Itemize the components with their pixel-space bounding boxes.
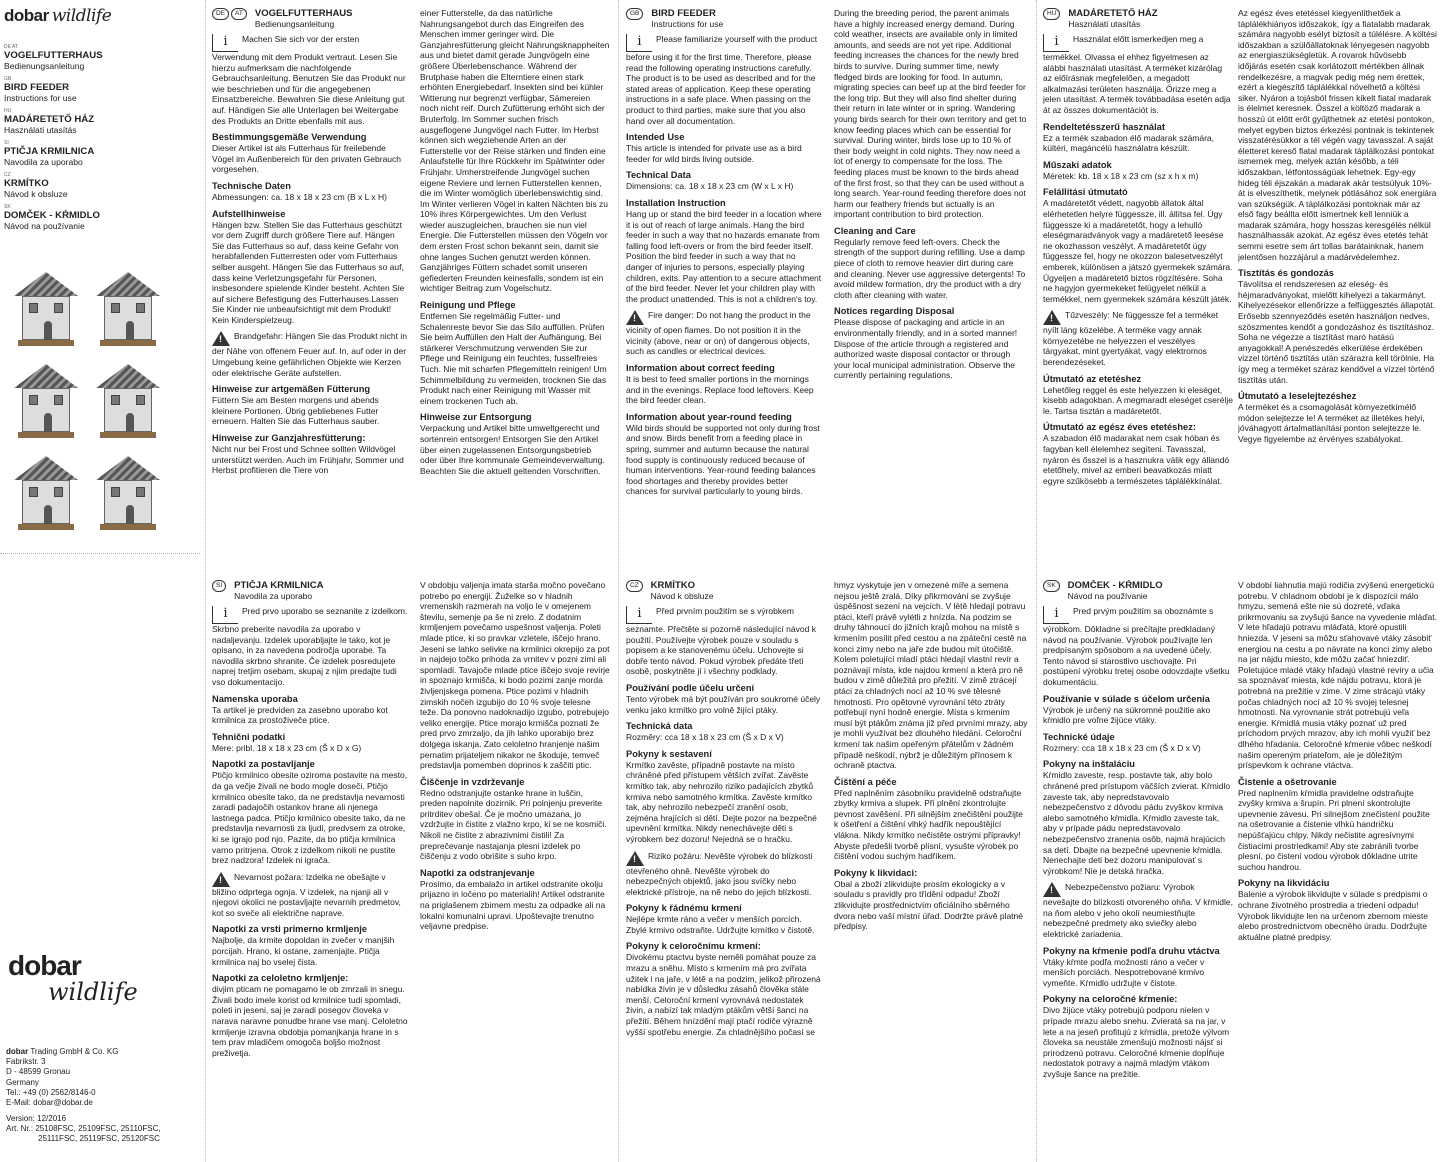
warning-text: Fire danger: Do not hang the product in the vicinity of open flames. Do not position it in the vicinity (above, near or on) of dangerous objects, such as candles or electrical devices. — [626, 310, 811, 357]
section-title: KRMÍTKO — [650, 580, 695, 591]
section-gb-col2 — [834, 8, 1028, 568]
warning-text: Brandgefahr: Hängen Sie das Produkt nicht in der Nähe von offenem Feuer auf. In, auf oder in der Umgebung keine gefährlichen Objekte wie Kerzen oder elektrische Geräte aufstellen. — [212, 331, 407, 378]
section-header — [1043, 580, 1233, 601]
paragraph: Balenie a výrobok likvidujte v súlade s predpismi o ochrane životného prostredia a triedení odpadu! Výrobok likvidujte len na určenom zbernom mieste alebo prostredníctvom obecného úradu. Dodržujte aktuálne platné predpisy. — [1238, 889, 1428, 942]
section-subtitle: Navodila za uporabo — [234, 591, 313, 601]
paragraph: Vtáky kŕmte podľa možnosti ráno a večer v menších porciách. Nespotrebované krmivo vymeňte. Kŕmidlo udržujte v čistote. — [1043, 956, 1205, 988]
bird-house-image — [96, 364, 160, 442]
bird-house-image — [96, 272, 160, 350]
paragraph: Obal a zboží zlikvidujte prosím ekologicky a v souladu s pravidly pro třídění odpadu! Zboží zlikvidujte prostřednictvím oficiálního sběrného dvora nebo vaší místní úřad. Dodržte právě platné předpisy. — [834, 878, 1023, 932]
warning-text: Tűzveszély: Ne függessze fel a terméket nyílt láng közelébe. A terméke vagy annak környezetébe ne helyezzen el veszélyes tárgyakat, mint gyertyákat, vagy elektromos berendezéseket. — [1043, 310, 1219, 368]
paragraph: Nejlépe krmte ráno a večer v menších porcích. Zbylé krmivo odstraňte. Udržujte krmítko v čistotě. — [626, 914, 815, 935]
paragraph: hmyz vyskytuje jen v omezené míře a semena nejsou ještě zralá. Díky přikrmování se zvyšuje úspěšnost sezení na vejcích. V létě hledají potravu ptáci, kteří právě vylétli z hnízda. Na podzim se druhy táhnoucí do jižních krajů mohou na místě s krmením posílit před cestou a na zpáteční cestě na konci zimy nebo na jaře zde budou mít útočiště. Kolem poletující mladí ptáci hledají vlastní revír a poznávají místa, kde najdou krmení a která pro ně budou v zimě důležitá pro přežití. V zimě ztrácejí ptáci za chladných nocí až 10 % své tělesné hmotnosti. Pro opětovné vyrovnání této ztráty potřebují nyní hodně energie. Místa s krmením musí být ptákům známa již před prvními mrazy, aby je mohli využívat bez dlouhého hledání. Celoroční krmení tak našim opeřeným přátelům v žádném případě neškodí, nýbrž je důležitým přínosem k ochraně ptactva. — [834, 580, 1028, 771]
lang-entry-gb — [4, 76, 194, 103]
lang-title: DOMČEK - KŔMIDLO — [4, 210, 100, 221]
heading: Technische Daten — [212, 180, 291, 191]
section-subtitle: Bedienungsanleitung — [254, 19, 335, 29]
heading: Installation Instruction — [626, 197, 726, 208]
section-sk-col1 — [1043, 580, 1233, 1158]
paragraph: Před naplněním zásobníku pravidelně odstraňujte zbytky krmiva a slupek. Při plnění zkontrolujte pevnost zavěšení. Při silnějším znečištění použijte k ošetření a čištění vlhký hadřík nepouštějící vlákna. Nikdy krmítko nečistěte ostrými přípravky! Abyste předešli tvorbě plísní, vysušte výrobek po čištění vodou suchým hadříkem. — [834, 787, 1023, 862]
heading: Pokyny k celoročnímu krmení: — [626, 941, 761, 952]
section-header — [212, 8, 408, 29]
paragraph: Hängen bzw. Stellen Sie das Futterhaus geschützt vor dem Zugriff durch größere Tiere auf. Hängen Sie das Futterhaus so auf, dass keine Gefahr von herabfallenden Futterresten oder vom Futterhaus selber ausgeht. Hängen Sie das Futterhaus so auf, dass keine Verletzungsgefahr für Personen, insbesondere spielende Kinder besteht. Achten Sie auf sichere Befestigung des Futterhauses.Lassen Sie Kinder nie unbeaufsichtigt mit dem Produkt! Kein Kinderspielzeug. — [212, 219, 405, 325]
section-de-col2 — [420, 8, 610, 568]
lang-code: HU — [4, 108, 12, 114]
heading: Pokyny k likvidaci: — [834, 867, 918, 878]
paragraph: Divo žijúce vtáky potrebujú podporu nielen v prípade mrazu alebo snehu. Zvieratá sa na jar, v lete a na jeseň profitujú z kŕmidla, pretože výlvom človeka sa neustále zmenšujú možnosti nájsť si prirodzenú potravu. Celoročné kŕmenie dopĺňuje nedostatok potravy a najmä mladým vtákom zvyšuje šance na prežitie. — [1043, 1005, 1230, 1079]
heading: Aufstellhinweise — [212, 208, 286, 219]
paragraph: Ptičjo krmilnico obesite oziroma postavite na mesto, da ga večje živali ne bodo mogle doseči. Ptičjo krmilnico obesite tako, da ne predstavlja nevarnosti zaradi padajočih ostankov hrane ali njenega lastnega padca. Ptičjo krmilnico obesite tako, da ne predstavlja nevarnosti za ljudi, predvsem za otroke, ki se igrajo pod njo. Pazite, da bo ptičja krmilnica varno pritrjena. Otrok z izdelkom nikoli ne pustite brez nadzora! Izdelek ni igrača. — [212, 770, 408, 866]
paragraph: This article is intended for private use as a bird feeder for wild birds living outside. — [626, 143, 802, 164]
country-badge: SK — [1043, 580, 1060, 592]
section-title: BIRD FEEDER — [651, 8, 716, 19]
bird-house-image — [14, 272, 78, 350]
heading: Information about correct feeding — [626, 363, 775, 374]
warning-icon — [626, 851, 644, 866]
section-title: DOMČEK - KŔMIDLO — [1067, 580, 1163, 591]
heading: Pokyny k řádnému krmení — [626, 903, 742, 914]
section-hu-col2 — [1238, 8, 1438, 568]
language-index — [4, 44, 194, 236]
paragraph: Verpackung und Artikel bitte umweltgerecht und sortenrein entsorgen! Entsorgen Sie den Artikel über einen zugelassenen Entsorgungsbetrieb oder über Ihre kommunale Gemeindeverwaltung. Beachten Sie die aktuell geltenden Vorschriften. — [420, 423, 605, 476]
company-street: Fabrikstr. 3 — [6, 1057, 46, 1067]
heading: Používanie v súlade s účelom určenia — [1043, 693, 1210, 704]
heading: Bestimmungsgemäße Verwendung — [212, 132, 367, 143]
warning-icon — [1043, 310, 1061, 325]
lang-code: SK — [4, 204, 11, 210]
warning-text: Nebezpečenstvo požiaru: Výrobok nevešajte do blízkosti otvoreného ohňa. V kŕmidle, na ňom alebo v jeho okolí neumiestňujte nebezpečné predmety ako sviečky alebo elektrické zariadenia. — [1043, 882, 1233, 940]
info-icon: i — [212, 34, 238, 52]
lang-title: KRMÍTKO — [4, 178, 49, 189]
lang-subtitle: Instructions for use — [4, 93, 77, 103]
paragraph: Ez a termék szabadon élő madarak számára, kültéri, magáncélú használatra készült. — [1043, 132, 1215, 154]
lang-code: GB — [4, 76, 12, 82]
heading: Hinweise zur artgemäßen Fütterung — [212, 384, 371, 395]
paragraph: Divokému ptactvu byste neměli pomáhat pouze za mrazu a sněhu. Místo s krmením má pro zvířata užitek i na jaře, v létě a na podzim, jelikož přirozená nabídka živin je v důsledku zásahů člověka stále menší. Celoroční krmení vyrovnává nedostatek živin, a nabízí tak mladým ptákům větší šanci na přežití. Během hnízdění mají ptačí rodiče výrazně vyšší spotřebu energie. Za chladnějšího počasí se — [626, 952, 821, 1037]
paragraph: Ta artikel je predviden za zasebno uporabo kot krmilnica za prostoživeče ptice. — [212, 704, 388, 726]
section-si-col2 — [420, 580, 610, 1158]
lang-entry-sk — [4, 204, 194, 231]
section-gb-col1 — [626, 8, 822, 568]
paragraph: Rozměry: cca 18 x 18 x 23 cm (Š x D x V) — [626, 732, 784, 743]
heading: Používání podle účelu určení — [626, 682, 755, 693]
paragraph: V období liahnutia majú rodičia zvýšenú energetickú potrebu. V chladnom období je k dispozícii málo hmyzu, semená ešte nie sú dozreté, vďaka prikrmovaniu sa zvyšujú šance na vyvedenie mláďat. V lete hľadajú potravu mláďatá, ktoré opustili hniezda. V jeseni sa môžu sťahovavé vtáky zásobiť energiou na cestu a po návrate na konci zimy alebo na jar nájdu miesto, kde môžu začať hniezdiť. Poletujúce mladé vtáky hľadajú vlastné revíry a učia sa spoznávať miesta, kde nájdu potravu, ktorá je potrebná na prežitie v zime. V zime strácajú vtáky počas chladných nocí až 10 % svojej telesnej hmotnosti. Na vyrovnanie strát potrebujú veľa energie. Kŕmidlá musia vtáky poznať už pred príchodom prvých mrazov, aby ich mohli využiť bez dlhého hľadania. Celoročné kŕmenie vôbec neškodí našim opereným priateľom, ale je dôležitým príspevkom k ochrane vtáctva. — [1238, 580, 1437, 771]
heading: Útmutató a leselejtezéshez — [1238, 391, 1357, 402]
heading: Pokyny na kŕmenie podľa druhu vtáctva — [1043, 945, 1220, 956]
paragraph: During the breeding period, the parent animals have a highly increased energy demand. During cold weather, insects are available only in limited amounts, and seeds are not yet ripe. Additional feeding increases the chances for the newly bred birds to survive. During summer time, newly fledged birds are looking for food. In autumn, migrating species can beef up at the bird feeder for the long trip. But they will also find shelter during their return in late winter or in spring. Wandering young birds search for their own territory and get to know feeding places which can be essential for survival. During winter, birds lose up to 10 % of their body weight in cold nights. They now need a lot of energy to compensate for the loss. The feeding places must be known to the birds ahead of the first frost, so that they can be used without a long search. Year-round feeding therefore does not harm our feathery friends but actually is an important contribution to bird protection. — [834, 8, 1027, 220]
paragraph: Nicht nur bei Frost und Schnee sollten Wildvögel unterstützt werden. Auch im Frühjahr, Sommer und Herbst profitieren die Tiere von — [212, 444, 404, 476]
heading: Napotki za odstranjevanje — [420, 867, 535, 878]
product-images — [14, 272, 174, 537]
country-badge: DE — [212, 8, 229, 20]
company-country: Germany — [6, 1077, 39, 1087]
lang-code: CZ — [4, 172, 11, 178]
heading: Namenska uporaba — [212, 693, 298, 704]
lang-subtitle: Návod k obsluze — [4, 189, 68, 199]
company-name-rest: Trading GmbH & Co. KG — [28, 1047, 119, 1056]
paragraph: A madáretetőt védett, nagyobb állatok által elérhetetlen helyre függessze, ill. állítsa fel. Úgy függessze ki a madáretetőt, hogy a lehulló eleségmaradványok vagy a madáretető leesése ne okozhasson veszélyt. A madáretetőt úgy függessze fel, hogy ne okozzon balesetveszélyt emberek, különösen a játszó gyermekek számára. Ügyeljen a madáretető biztos rögzítésére. Soha ne hagyjon gyermekeket felügyelet nélkül a termékkel, nem gyermekek számára készült játék. — [1043, 198, 1233, 304]
intro-text: Pred prvým použitím sa oboznámte s výrobkom. Dôkladne si prečítajte predkladaný návod na používanie. Výrobok používajte len predpísaným spôsobom a na uvedené účely. Tento návod si starostlivo uschovajte. Pri postúpení výrobku tretej osobe odovzdajte všetku dokumentáciu. — [1043, 606, 1230, 687]
version-info — [6, 1114, 201, 1145]
lang-subtitle: Navodila za uporabo — [4, 157, 83, 167]
country-badge: GB — [626, 8, 643, 20]
heading: Intended Use — [626, 132, 685, 143]
section-de-col1 — [212, 8, 408, 568]
paragraph: Távolítsa el rendszeresen az eleség- és héjmaradványokat, mielőtt kihelyezi a takarmányt. Kihelyezésekor ellenőrizze a felfüggesztés állapotát. Erősebb szennyeződés esetén használjon nedves, szöszmentes kendőt a gondozáshoz és tisztításhoz. Soha ne végezze a tisztítást maró hatású anyagokkal! A penészedés elkerülése érdekében vizzel történő tisztítás után szárazra kell törölnie. Ha így meg a terméket száraz kendővel a vízzel történő tisztítás után. — [1238, 279, 1436, 385]
warning-icon — [212, 872, 230, 887]
sidebar — [0, 0, 200, 1162]
info-icon: i — [626, 606, 652, 624]
section-header — [1043, 8, 1233, 29]
warning-text: Riziko požáru: Nevěšte výrobek do blízkosti otevřeného ohně. Nevěšte výrobek do nebezpečných objektů, jako jsou svíčky nebo elektrické přístroje, na ně nebo do jejich blízkosti. — [626, 850, 813, 897]
version-line: Version: 12/2016 — [6, 1114, 67, 1123]
intro-text: Please familiarize yourself with the product before using it for the first time. Therefore, please read the following operating instructions carefully. The product is to be used as described and for the stated areas of application. Keep these operating instructions in a safe place. When passing on the product to third parties, make sure that you also hand over all documentation. — [626, 34, 818, 126]
section-sk-col2 — [1238, 580, 1438, 1158]
heading: Čistenie a ošetrovanie — [1238, 776, 1337, 787]
paragraph: Wild birds should be supported not only during frost and snow. Birds benefit from a feeding place in spring, summer and autumn because the natural food supply is continuously reduced because of human interventions. Year-round feeding balances food shortages and thereby provides better chances for survival particularly to young birds. — [626, 422, 820, 497]
divider — [1036, 0, 1037, 1162]
section-title: PTIČJA KRMILNICA — [234, 580, 324, 591]
heading: Pokyny na celoročné kŕmenie: — [1043, 994, 1178, 1005]
intro-text: Machen Sie sich vor der ersten Verwendung mit dem Produkt vertraut. Lesen Sie hierzu aufmerksam die nachfolgende Gebrauchsanleitung. Benutzen Sie das Produkt nur wie beschrieben und für die angegebenen Einsatzbereiche. Bewahren Sie diese Anleitung gut auf. Händigen Sie alle Unterlagen bei Weitergabe des Produkts an Dritte ebenfalls mit aus. — [212, 34, 406, 126]
heading: Notices regarding Disposal — [834, 306, 955, 317]
heading: Napotki za postavljanje — [212, 759, 315, 770]
paragraph: Dimensions: ca. 18 x 18 x 23 cm (W x L x H) — [626, 181, 794, 192]
company-name: dobar — [6, 1047, 29, 1056]
lang-title: MADÁRETETŐ HÁZ — [4, 114, 95, 125]
section-subtitle: Instructions for use — [651, 19, 724, 29]
article-numbers-1: Art. Nr.: 25108FSC, 25109FSC, 25110FSC, — [6, 1124, 161, 1134]
intro-text: Před prvním použitím se s výrobkem seznamte. Přečtěte si pozorně následující návod k použití. Používejte výrobek pouze v souladu s popisem a ke stanovenému účelu. Uchovejte si dobře tento návod. Pokud výrobek předáte třetí osobě, poskytněte jí i všechny podklady. — [626, 606, 816, 677]
paragraph: Redno odstranjujte ostanke hrane in luščin, preden napolnite dozirnik. Pri polnjenju preverite pritrditev obešal. Če je močno umazana, jo vzdržujte in čistite z vlažno krpo, ki se ne kosmiči. Nikoli ne čistite z abrazivnimi čistili! Za preprečevanje nastajanja plesni izdelek po čiščenju z vodo obrišite s suho krpo. — [420, 787, 607, 862]
section-header — [212, 580, 408, 601]
warning-icon — [212, 331, 230, 346]
divider — [618, 0, 619, 1162]
paragraph: Krmítko zavěste, případně postavte na místo chráněné před přístupem větších zvířat. Zavěste krmítko tak, aby nehrozilo riziko padajících zbytků krmiva nebo samotného krmítka. Zavěste krmítko tak, aby nehrozilo nebezpečí zranění osob, zejména hrajících si dětí. Dejte pozor na bezpečné upevnění krmítka. Nikdy nenechávejte děti s výrobkem bez dozoru! Nejedná se o hračku. — [626, 759, 817, 844]
paragraph: Prosimo, da embalažo in artikel odstranite okolju prijazno in ločeno po materialih! Artikel odstranite na priglašenem zbirnem mestu za odpadke ali na lokalni komunalni upravi. Upoštevajte trenutno veljavne predpise. — [420, 878, 606, 932]
heading: Napotki za celoletno krmljenje: — [212, 973, 349, 984]
country-badge: CZ — [626, 580, 643, 592]
heading: Útmutató az egész éves etetéshez: — [1043, 422, 1196, 433]
section-cz-col2 — [834, 580, 1028, 1158]
section-subtitle: Használati utasítás — [1068, 19, 1141, 29]
section-title: MADÁRETETŐ HÁZ — [1068, 8, 1158, 19]
heading: Hinweise zur Ganzjahresfütterung: — [212, 433, 366, 444]
heading: Technické údaje — [1043, 731, 1115, 742]
section-header — [626, 580, 822, 601]
lang-entry-de — [4, 44, 194, 71]
brand-logo-top — [4, 6, 111, 26]
section-subtitle: Návod na používanie — [1067, 591, 1148, 601]
heading: Pokyny na inštaláciu — [1043, 759, 1135, 770]
heading: Hinweise zur Entsorgung — [420, 412, 532, 423]
info-icon: i — [1043, 34, 1069, 52]
paragraph: V obdobju valjenja imata starša močno povečano potrebo po energiji. Žuželke so v hladnih vremenskih razmerah na voljo le v omejenem številu, semenje pa še ni zrelo. Z dodatnim krmljenjem povečamo uspešnost valjenja. Poleti mlade ptice, ki so pravkar vzletele, iščejo hrano. Jeseni se lahko selivke na krmilnici okrepijo za pot in najdejo točko prihoda za vrnitev v pozni zimi ali spomladi. Tavajoče mlade ptice iščejo svoje revirje in spoznajo krmišča, ki bodo pozimi zanje morda življenjskega pomena. Ptice pozimi v hladnih zimskih nočeh izgubijo do 10 % svoje telesne teže. Da ponovno nadoknadijo izgubo, potrebujejo veliko energije. Ptice morajo krmišča poznati že pred prvo zmrzaljo, da jih lahko uporabijo brez dolgega iskanja. Zato celoletno hranjenje našim pernatim prijateljem nikakor ne škoduje, temveč predstavlja pomemben doprinos k zaščiti ptic. — [420, 580, 610, 771]
paragraph: Rozmery: cca 18 x 18 x 23 cm (Š x D x V) — [1043, 742, 1201, 753]
heading: Napotki za vrsti primerno krmljenje — [212, 924, 367, 935]
heading: Felállítási útmutató — [1043, 187, 1128, 198]
heading: Útmutató az etetéshez — [1043, 373, 1142, 384]
paragraph: Abmessungen: ca. 18 x 18 x 23 cm (B x L x H) — [212, 191, 387, 202]
section-subtitle: Návod k obsluze — [650, 591, 714, 601]
paragraph: Najbolje, da krmite dopoldan in zvečer v manjših porcijah. Hrano, ki ostane, zamenjajte. Ptičja krmilnica naj bo vselej čista. — [212, 935, 395, 967]
paragraph: A terméket és a csomagolását környezetkímélő módon selejtezze le! A terméket az illetékes helyi, jóváhagyott ártalmatlanítási ponton selejtezze le. Vegye figyelembe az érvényes szabályokat. — [1238, 402, 1425, 444]
lang-title: BIRD FEEDER — [4, 82, 70, 93]
paragraph: Regularly remove feed left-overs. Check the strength of the support during refilling. Use a damp piece of cloth to remove heavier dirt during care and cleaning. Never use aggressive detergents! To avoid mildew formation, dry the product with a dry cloth after cleaning with water. — [834, 236, 1026, 300]
heading: Cleaning and Care — [834, 225, 916, 236]
paragraph: Tento výrobek má být používán pro soukromé účely venku jako krmítko pro volně žijící ptáky. — [626, 693, 821, 715]
lang-title: PTIČJA KRMILNICA — [4, 146, 95, 157]
heading: Rendeltetésszerű használat — [1043, 121, 1165, 132]
company-email: E-Mail: dobar@dobar.de — [6, 1098, 93, 1108]
company-tel: Tel.: +49 (0) 2562/8146-0 — [6, 1087, 96, 1097]
section-cz-col1 — [626, 580, 822, 1158]
paragraph: Please dispose of packaging and article in an environmentally friendly, and in a sorted manner! Dispose of the article through a registered and authorized waste disposal contactor or through your local municipal administration. Observe the currently pertaining regulations. — [834, 317, 1018, 381]
lang-code: DE AT — [4, 44, 19, 50]
section-hu-col1 — [1043, 8, 1233, 568]
paragraph: einer Futterstelle, da das natürliche Nahrungsangebot durch das Eingreifen des Menschen immer geringer wird. Die Ganzjahresfütterung gleicht Nahrungsknappheiten aus und bietet damit gerade Jungvögeln eine größere Überlebenschance. Während der Brutphase haben die Elterntiere einen stark erhöhten Energiebedarf. Insekten sind bei kühler Witterung nur begrenzt verfügbar, Sämereien noch nicht reif. Durch Zufütterung erhöht sich der Bruterfolg. Im Sommer suchen frisch ausgeflogene Jungvögel nach Futter. Im Herbst können sich wegziehende Arten an der Futterstelle vor der Reise stärken und finden eine Anlaufstelle für Ihre Rückkehr im Spätwinter oder Frühjahr. Umherstreifende Jungvögel suchen eigene Reviere und lernen Futterstellen kennen, die im Winter womöglich überlebenswichtig sind. Im Winter verlieren Vögel in kalten Nächten bis zu 10% ihres Körpergewichtes. Um den Verlust wieder auszugleichen, brauchen sie nun viel Energie. Die Futterstellen müssen den Vögeln vor dem ersten Frost schon bekannt sein, damit sie ohne langes Suchen genutzt werden können. Ganzjähriges Füttern schadet somit unseren gefiederten Freunden keinesfalls, sondern ist ein wichtiger Beitrag zum Vogelschutz. — [420, 8, 610, 294]
lang-entry-cz — [4, 172, 194, 199]
heading: Pokyny na likvidáciu — [1238, 878, 1330, 889]
brand-name: dobar — [8, 950, 81, 981]
heading: Čiščenje in vzdrževanje — [420, 776, 525, 787]
heading: Čištění a péče — [834, 776, 897, 787]
paragraph: Az egész éves etetéssel kiegyenlíthetőek a táplálékhiányos időszakok, így a fiatalabb madarak számára nagyobb esélyt biztosít a túlélésre. A költési időszakban a szülőállatoknak lényegesen nagyobb az energiaszükségletük. A rovarok hűvösebb időjárás esetén csak korlátozott mértékben állnak rendelkezésre, a magvak pedig még nem érettek, ezért a kiegészítő táplálékkal növelhető a költési siker. Nyáron a tojásból frissen kikelt fiatal madarak is élelmet keresnek. Ősszel a költöző madarak a hosszú út előtt erőt gyűjthetnek az etetési pontokon, melyet egyben biztos érkezési pontnak is tekintenek visszatérésükkor a tél végén vagy tavasszal. A saját életteret kereső fiatal madarak táplálkozási pontokat ismernek meg, melyek aztán később, a téli időszakban, létfontosságúak lehetnek. Egy-egy hideg téli éjszakán a madarak akár testsúlyuk 10%-át is elveszíthetik, melynek pótlásához sok energiára van szükségük. A táplálkozási pontoknak már az első fagy beállta előtt ismertnek kell lenniük a madarak számára, hogy hosszas keresgélés nélkül használhassák azokat. Az egész éves etetés tehát semmi esetre sem árt tollas barátainknak, hanem jelentősen hozzájárul a madárvédelemhez. — [1238, 8, 1437, 262]
paragraph: Méretek: kb. 18 x 18 x 23 cm (sz x h x m) — [1043, 170, 1199, 181]
info-icon: i — [1043, 606, 1069, 624]
heading: Reinigung und Pflege — [420, 300, 516, 311]
heading: Information about year-round feeding — [626, 411, 792, 422]
country-badge: HU — [1043, 8, 1060, 20]
paragraph: Dieser Artikel ist als Futterhaus für freilebende Vögel im Außenbereich für den privaten Gebrauch vorgesehen. — [212, 143, 402, 175]
info-icon: i — [212, 606, 238, 624]
paragraph: Mere: pribl. 18 x 18 x 23 cm (Š x D x G) — [212, 742, 362, 753]
lang-subtitle: Bedienungsanleitung — [4, 61, 85, 71]
country-badge: SI — [212, 580, 226, 592]
intro-text: Pred prvo uporabo se seznanite z izdelkom. Skrbno preberite navodila za uporabo v nadaljevanju. Izdelek uporabljajte le tako, kot je opisano, in za navedena področja uporabe. Ta navodila skrbno shranite. Če izdelek posredujete naprej tretjim osebam, skupaj z njim predajte tudi vso dokumentacijo. — [212, 606, 408, 687]
section-title: VOGELFUTTERHAUS — [254, 8, 353, 19]
divider — [205, 0, 206, 1162]
section-si-col1 — [212, 580, 408, 1158]
lang-subtitle: Návod na používanie — [4, 221, 85, 231]
brand-script: wildlife — [51, 6, 112, 26]
divider — [0, 553, 200, 554]
paragraph: It is best to feed smaller portions in the mornings and in the evenings. Replace food leftovers. Keep the bird feeder clean. — [626, 374, 814, 406]
company-address — [6, 1047, 196, 1108]
warning-icon — [1043, 882, 1061, 897]
heading: Technical Data — [626, 170, 691, 181]
warning-text: Nevarnost požara: Izdelka ne obešajte v bližino odprtega ognja. V izdelek, na njanji ali v njegovi okolici ne postavljajte nevarnih predmetov, kot so sveče ali električne naprave. — [212, 871, 401, 918]
brand-name: dobar — [4, 6, 49, 25]
country-badge: AT — [231, 8, 247, 20]
lang-title: VOGELFUTTERHAUS — [4, 50, 103, 61]
heading: Tehnični podatki — [212, 731, 286, 742]
paragraph: Výrobok je určený na súkromné použitie ako kŕmidlo pre voľne žijúce vtáky. — [1043, 704, 1211, 726]
paragraph: divjim pticam ne pomagamo le ob zmrzali in snegu. Živali bodo imele korist od krmilnice tudi spomladi, poleti in jeseni, saj je zaradi posegov človeka v narava naravne ponudbe hrane vse manj. Celoletno krmljenje izravna obdobja pomanjkanja hrane in s tem prav mladičem omogoča boljšo možnost preživetja. — [212, 984, 408, 1058]
lang-entry-si — [4, 140, 194, 167]
paragraph: Füttern Sie am Besten morgens und abends kleinere Portionen. Übrig gebliebenes Futter erneuern. Halten Sie das Futterhaus sauber. — [212, 395, 380, 427]
brand-logo-bottom — [8, 952, 158, 1004]
article-numbers-2: 25111FSC, 25119FSC, 25120FSC — [38, 1134, 160, 1144]
heading: Technická data — [626, 721, 693, 732]
heading: Tisztítás és gondozás — [1238, 268, 1334, 279]
bird-house-image — [14, 364, 78, 442]
company-city: D - 48599 Gronau — [6, 1067, 71, 1077]
paragraph: Entfernen Sie regelmäßig Futter- und Schalenreste bevor Sie das Silo auffüllen. Prüfen Sie beim Auffüllen den Halt der Aufhängung. Bei stärkerer Verschmutzung verwenden Sie zur Pflege und Reinigung ein feuchtes, fusselfreies Tuch. Nie mit scharfen Pflegemitteln reinigen! Um Schimmelbildung zu vermeiden, trocknen Sie das Produkt nach einer Reinigung mit Wasser mit einem trockenen Tuch ab. — [420, 311, 607, 406]
paragraph: Hang up or stand the bird feeder in a location where it is out of reach of large animals. Hang the bird feeder in such a way that no hazards emanate from falling food left-overs or from the bird feeder itself. Position the bird feeder in such a way that no danger of injuries to persons, especially playing children, exits. Pay attention to a secure attachment of the bird feeder. Never let your children play with the product unattended. This is not a children's toy. — [626, 208, 822, 304]
paragraph: Kŕmidlo zaveste, resp. postavte tak, aby bolo chránené pred prístupom väčších zvierat. Kŕmidlo zaveste tak, aby nepredstavovalo nebezpečenstvo z dôvodu pádu zvyškov krmiva alebo samotného kŕmidla. Kŕmidlo zaveste tak, aby v prípade pádu nepredstavovalo nebezpečenstvo zranenia osôb, najmä hrajúcich sa detí. Dbajte na bezpečné upevnenie kŕmidla. Nenechajte deti bez dozoru manipulovať s výrobkom! Nie je detská hračka. — [1043, 770, 1231, 876]
lang-code: SI — [4, 140, 9, 146]
intro-text: Használat előtt ismerkedjen meg a termékkel. Olvassa el ehhez figyelmesen az alábbi használati utasítást. A terméket kizárólag az előírásnak megfelelően, a megadott alkalmazási területen használja. Őrizze meg a jelen utasítást. A termék továbbadása esetén adja át az összes dokumentációt is. — [1043, 34, 1231, 115]
lang-entry-hu — [4, 108, 194, 135]
paragraph: Pred naplnením kŕmidla pravidelne odstraňujte zvyšky krmiva a šrupín. Pri plnení skontrolujte upevnenie závesu. Pri silnejšom znečistení použite na ošetrovanie a čistenie vlhkú handričku nepúšťajúcu chlpy. Nikdy nečistite agresívnymi čistiacimi prostriedkami! Aby ste zabránili tvorbe plesní, po čistení vodou výrobok dôkladne utrite suchou handrou. — [1238, 787, 1430, 872]
info-icon: i — [626, 34, 652, 52]
bird-house-image — [96, 456, 160, 534]
section-header — [626, 8, 822, 29]
heading: Műszaki adatok — [1043, 159, 1112, 170]
brand-script: wildlife — [48, 978, 138, 1006]
bird-house-image — [14, 456, 78, 534]
paragraph: A szabadon élő madarakat nem csak hóban és fagyban kell élelemhez segíteni. Tavasszal, nyáron és ősszel is a hasznukra válik egy állandó etetőhely, mivel az emberi beavatkozás miatt egyre szűkösebb a természetes táplálékkínálat. — [1043, 433, 1230, 486]
warning-icon — [626, 310, 644, 325]
heading: Pokyny k sestavení — [626, 748, 712, 759]
paragraph: Lehetőleg reggel és este helyezzen ki eleséget, kisebb adagokban. A megmaradt eleséget cserélje le. Tartsa tisztán a madáretetőt. — [1043, 384, 1233, 416]
lang-subtitle: Használati utasítás — [4, 125, 77, 135]
